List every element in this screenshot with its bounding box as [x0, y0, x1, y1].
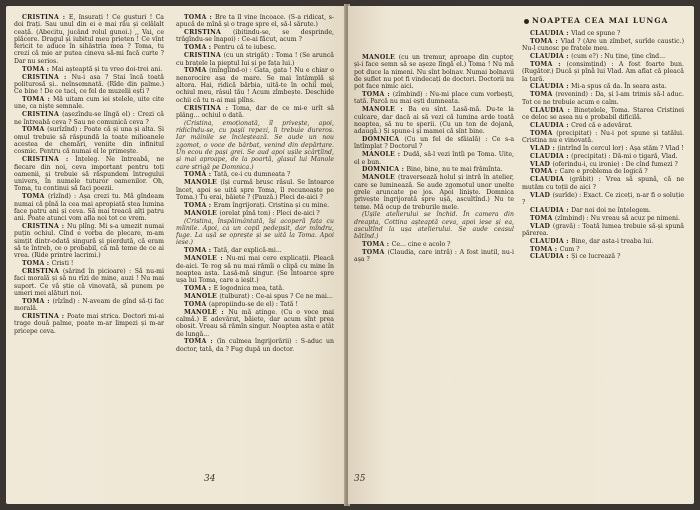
dialogue-text: (așezîndu-se lîngă el) : Crezi că ne întreabă ceva ? Sau ne comunică ceva ?	[14, 111, 164, 126]
dialogue-text: (rîzînd) : N-aveam de gînd să-ți fac morală.	[14, 297, 164, 313]
dialogue-line	[522, 61, 684, 83]
left-column-2	[176, 14, 334, 452]
speaker-name: CRISTINA :	[22, 73, 72, 81]
dialogue-text: Bine, bine, nu te mai frămînta.	[406, 166, 503, 174]
dialogue-text: (își curmă brusc răsul. Se întoarce încet, apoi se uită spre Toma, îl recunoaște pe Toma.) Tu erai, băiete ? (Pauză.) Pleci de-aici ?	[176, 179, 334, 201]
dialogue-text: Vlad ce spune ?	[571, 30, 621, 37]
dialogue-text: (cu un strigăt) : Toma ! (Se aruncă cu brațele la pieptul lui și pe fața lui.)	[176, 52, 334, 67]
speaker-name: CRISTINA	[22, 268, 63, 276]
dialogue-text: (precipitat) : Nu-i pot spune și tatălui. Cristina nu e vinovată.	[522, 129, 684, 144]
left-page	[6, 6, 346, 504]
dialogue-line	[14, 193, 164, 222]
dialogue-line	[14, 156, 164, 192]
dialogue-text: (Claudia, care intră) : A fost inutil, nu-i așa ?	[354, 249, 514, 264]
dialogue-line	[522, 192, 684, 207]
dialogue-line	[14, 74, 164, 96]
dialogue-text: Înțeleg. Ne întreabă, ne fiecare din noi, ceva important pentru toți oamenii, și trebuie să răspundem întregului univers, în numele tuturor oamenilor. Oh, Toma, tu continui să faci poezii.	[14, 156, 164, 193]
dialogue-line	[522, 30, 684, 37]
dialogue-line	[354, 211, 514, 240]
speaker-name: CRISTINA :	[22, 156, 76, 164]
speaker-name: TOMA :	[530, 60, 567, 68]
speaker-name: TOMA :	[184, 201, 214, 209]
speaker-name: TOMA :	[22, 96, 53, 104]
dialogue-line	[14, 126, 164, 155]
dialogue-text: (Cristina, înspăimântată, își acoperă fața cu mîinile. Apoi, ca un copil pedepsit, dar mîndru, fuge. La ușă se oprește și se uită la Toma. Apoi iese.)	[176, 217, 334, 247]
dialogue-text: (cum e?) : Nu ține, ține cînd...	[571, 53, 666, 61]
dialogue-line	[176, 247, 334, 254]
left-column-1	[14, 14, 164, 452]
bullet-icon	[524, 19, 529, 24]
speaker-name: CLAUDIA :	[530, 121, 572, 129]
dialogue-line	[522, 253, 684, 260]
speaker-name: TOMA :	[22, 65, 52, 73]
dialogue-text: Tată, dar explică-mi...	[213, 247, 282, 255]
speaker-name: CRISTINA :	[22, 223, 67, 231]
dialogue-text: Bine, dar asta-i treaba lui.	[571, 237, 654, 245]
speaker-name: CLAUDIA :	[530, 83, 572, 91]
dialogue-line	[176, 309, 334, 338]
dialogue-line	[522, 168, 684, 175]
dialogue-text: (mîngîind-o) : Gata, gata ! Nu e chiar o nenorocire așa de mare. Se mai întâmplă și altora. Hai, ridică bărbia, uită-te în ochii mei, ochiul meu, râsul tău ! Acum zîmbește. Deschide ochii că tu n-ai mai plîns.	[176, 67, 334, 104]
speaker-name: CLAUDIA :	[530, 30, 572, 37]
dialogue-line	[176, 14, 334, 29]
dialogue-line	[176, 52, 334, 67]
dialogue-line	[14, 260, 164, 267]
dialogue-line	[522, 130, 684, 145]
dialogue-text: Nu plîng. Mi s-a umezit numai puțin ochiul. Cînd e vorba de plecare, m-am simțit dintr-odată singură și pierdută, că eram să te întreb, ce o probabil, că mă teme de ce ai vrea. (Ride printre lacrimi.)	[14, 223, 164, 260]
dialogue-line	[522, 38, 684, 53]
dialogue-line	[14, 111, 164, 126]
speaker-name: CLAUDIA :	[530, 106, 574, 114]
page-number-left: 34	[204, 474, 216, 484]
dialogue-text: (oferindu-i, cu ironie) : De cînd fumezi ?	[552, 160, 678, 168]
speaker-name: MANOLE	[184, 292, 220, 300]
running-title	[524, 16, 668, 25]
dialogue-text: (în culmea îngrijorării) : S-aduc un doctor, tată, da ? Fug după un doctor.	[176, 338, 334, 353]
speaker-name: MANOLE :	[184, 308, 229, 316]
speaker-name: TOMA :	[22, 297, 53, 305]
dialogue-text: Cristi !	[51, 260, 74, 268]
dialogue-line	[176, 120, 334, 171]
dialogue-text: Dar noi doi ne înțelegem.	[571, 206, 651, 214]
dialogue-text: (cu un tremur, aproape din cuptor, și-i face semn să se așeze lîngă el.) Toma ! Nu mă pot duce la nimeni. Nu sînt bolnav. Numai bolnavii de suflet nu pot fi vindecați de doctori. Doctorii nu pot face nimic aici.	[354, 54, 514, 91]
dialogue-text: Dudă, să-l vezi întîi pe Toma. Uite, el e bun.	[354, 151, 514, 166]
right-column-2	[522, 30, 684, 470]
speaker-name: CRISTINA :	[22, 313, 67, 320]
dialogue-text: (sărind în picioare) : Să nu-mi faci morală și să nu rîzi de mine, auzi ! Nu mai suport. Ce vă știe că vinovată, să punem pe umeri mei alături noi.	[14, 268, 164, 297]
dialogue-line	[176, 44, 334, 51]
dialogue-text: E, însurați ! Ce gusturi ! Ca doi frați. Sau unul din ei e mai rău și celălalt ceață. (Abecitu, jucând rolul gunoi.) ,, Vai, ce plăcere. Dragul și iubitul meu prieten ! Ce vînt fericit te aduce în sihăstria mea ? Toma, tu crezi că mie ar putea cineva să-mi facă curte ? Dar nu serios.	[14, 14, 164, 65]
dialogue-line	[14, 96, 164, 111]
speaker-name: TOMA	[184, 300, 209, 308]
dialogue-text: Nu-mi mai cere explicații. Pleacă de-aici. Te rog să nu mai rămîi o clipă cu mine în noaptea asta. Lasă-mă singur. (Se întoarce spre ușa lui Toma, care a ieșit.)	[176, 255, 334, 285]
speaker-name: VLAD :	[530, 144, 558, 152]
speaker-name: MANOLE	[362, 54, 399, 61]
dialogue-text: (precipitat) : Dă-mi o țigară, Vlad.	[571, 152, 678, 160]
dialogue-text: Vlad ? (Are un zîmbet, surîde caustic.) Nu-l cunosc pe fratele meu.	[522, 37, 684, 53]
dialogue-line	[522, 161, 684, 168]
dialogue-line	[176, 67, 334, 103]
speaker-name: TOMA :	[362, 241, 392, 249]
dialogue-line	[176, 218, 334, 247]
speaker-name: TOMA :	[184, 14, 215, 21]
dialogue-line	[522, 223, 684, 238]
speaker-name: CLAUDIA	[530, 176, 570, 184]
dialogue-line	[522, 246, 684, 253]
dialogue-text: Cred că e adevărat.	[571, 121, 633, 129]
dialogue-text: E logodnica mea, tată.	[213, 285, 285, 292]
dialogue-line	[522, 83, 684, 90]
speaker-name: TOMA :	[184, 247, 214, 255]
dialogue-text: (zîmbind) : Nu-mi place cum vorbești, tată. Parcă nu mai ești dumneata.	[354, 91, 514, 106]
dialogue-line	[522, 176, 684, 191]
dialogue-text: Eram îngrijorați. Cristina și cu mine.	[213, 201, 330, 209]
speaker-name: CLAUDIA :	[530, 53, 572, 61]
speaker-name: CRISTINA	[184, 52, 224, 60]
speaker-name: CLAUDIA :	[530, 206, 572, 214]
dialogue-text: (gravă) : Toată lumea trebuie să-și spună părerea.	[522, 222, 684, 237]
speaker-name: CLAUDIA :	[530, 237, 572, 245]
speaker-name: TOMA	[530, 129, 557, 137]
dialogue-text: (consimțind) : A fost foarte bun. (Rugător.) Ducă și pînă lui Vlad. Am aflat că pleacă la țară.	[522, 60, 684, 83]
dialogue-line	[14, 313, 164, 335]
dialogue-line	[522, 207, 684, 214]
dialogue-text: Nu-i asa ? Stai încă toată politurosă și.. neînsemnată. (Rîde din palme.) Ce bine ! De ce taci, ce fel de muzelii ești ?	[14, 73, 164, 96]
dialogue-line	[176, 301, 334, 308]
dialogue-text: Bre ta îl vine încoace. (S-a ridicat, s-apucă de mînă și o trage spre el, să-l sărute.)	[176, 14, 334, 29]
speaker-name: VLAD	[530, 191, 553, 199]
speaker-name: TOMA :	[184, 285, 214, 292]
speaker-name: MANOLE	[362, 174, 399, 182]
dialogue-line	[522, 145, 684, 152]
dialogue-text: Care e problema de logică ?	[559, 168, 648, 176]
speaker-name: CRISTINA	[22, 111, 63, 119]
speaker-name: TOMA :	[530, 245, 560, 253]
speaker-name: TOMA	[22, 126, 48, 134]
dialogue-text: Pentru că te iubesc.	[213, 44, 276, 52]
speaker-name: CLAUDIA :	[530, 253, 572, 261]
dialogue-line	[176, 105, 334, 120]
dialogue-line	[176, 171, 334, 178]
dialogue-line	[176, 285, 334, 292]
dialogue-line	[14, 14, 164, 65]
speaker-name: MANOLE :	[184, 255, 227, 263]
speaker-name: MANOLE :	[362, 151, 404, 159]
dialogue-line	[176, 179, 334, 201]
dialogue-line	[522, 91, 684, 106]
dialogue-line	[14, 66, 164, 73]
dialogue-text: (grăbit) : Vrea să spună, că ne mutăm cu toții de aici ?	[522, 176, 684, 191]
dialogue-text: Cum ?	[559, 245, 580, 253]
dialogue-line	[354, 174, 514, 210]
dialogue-line	[354, 166, 514, 173]
speaker-name: VLAD	[530, 222, 553, 230]
dialogue-text: (surîzînd) : Poate că și una și alta. Și omul trebuie să răspundă la toate milioanele acestea de chemări, veniite din infinitul cosmic. Pentru că numai el le primește.	[14, 126, 164, 156]
speaker-name: TOMA :	[184, 338, 217, 346]
dialogue-line	[14, 298, 164, 313]
speaker-name: DOMNICA	[362, 136, 405, 144]
dialogue-text: (intrînd în cercul lor) : Așa stăm ? Vlad !	[557, 144, 684, 152]
speaker-name: TOMA :	[530, 37, 561, 45]
speaker-name: CRISTINA :	[184, 104, 233, 112]
dialogue-text: Tată, ce-i cu dumneata ?	[213, 171, 291, 179]
speaker-name: TOMA	[22, 193, 48, 201]
dialogue-line	[354, 54, 514, 90]
dialogue-text: (Ușile atelierului se închid. În camera din dreapta, Cottina așteaptă ceva, apoi iese și ea, ascultînd la ușa atelierului. Se aude ceasul bătînd.)	[354, 211, 514, 241]
dialogue-line	[522, 153, 684, 160]
dialogue-text: (rîzînd) : Așa crezi tu. Mă gîndeam numai că pînă la cea mai apropiată stea lumina face patru ani și ceva. Să mai treacă alți patru ani. Poate atunci vom afla noi tot ce vrem.	[14, 193, 164, 223]
dialogue-text: Mă uitam cum iei stelele, uite cite une, ca niște semnale.	[14, 96, 164, 111]
dialogue-text: (tulburat) : Ce-ai spus ? Ce ne mai...	[219, 292, 333, 300]
dialogue-text: (Cristina, emoționată, îl privește, apoi, ridicîndu-se, cu pașii repezi, îi trebuie dureros. Iar mâinile se încleștează. Se aude un nou zgomot, o voce de bărbat, venind din depărtare. Un ecou de pași grei. Se aud apoi ușile scârțîind, și mai aproape, de la poartă, glasul lui Manole care strigă pe Domnica.)	[176, 119, 334, 171]
dialogue-line	[14, 223, 164, 259]
dialogue-line	[176, 29, 334, 44]
dialogue-line	[354, 151, 514, 166]
dialogue-text: Și ce lucrează ?	[571, 253, 621, 261]
dialogue-text: (traversează holul și intră în atelier, care se luminează. Se aude zgomotul unor unelte grele aruncate pe jos. Apoi liniște. Domnica privește îngrijorată spre ușă, ascultînd.) Nu te teme. Mă ocup de treburile mele.	[354, 174, 514, 211]
dialogue-text: (surîde) : Exact. Ce ziceți, n-ar fi o soluție ?	[522, 191, 684, 206]
speaker-name: TOMA	[184, 67, 210, 75]
dialogue-text: Poate mai strica. Doctori mi-ai trage două palme, poate m-ar limpezi și m-ar pricepe ceva.	[14, 313, 164, 335]
speaker-name: CLAUDIA :	[530, 152, 572, 160]
speaker-name: TOMA :	[184, 171, 214, 179]
dialogue-text: Nu mă atinge. (Cu o voce mai calmă.) E adevărat, băiete, dar acum sînt prea obosit. Vreau să rămîn singur. Noaptea asta e atât de lungă...	[176, 308, 334, 338]
speaker-name: TOMA	[530, 91, 556, 99]
speaker-name: VLAD	[530, 160, 553, 168]
dialogue-line	[354, 106, 514, 135]
speaker-name: TOMA :	[362, 91, 393, 99]
speaker-name: DOMNICA :	[362, 166, 407, 174]
dialogue-text: Mai așteaptă și tu vreo doi-trei ani.	[51, 65, 163, 73]
dialogue-text: Toma, dar de ce mi-e urît să plâng... ochiul o dată.	[176, 104, 334, 119]
speaker-name: TOMA :	[530, 168, 560, 176]
speaker-name: TOMA	[362, 249, 388, 257]
running-title-text: NOAPTEA CEA MAI LUNGA	[532, 16, 669, 25]
dialogue-text: Binețelele, Toma. Starea Cristinei ce deloc se asea nu e probabil dificilă.	[522, 106, 684, 121]
dialogue-text: (Cu un fel de sfâială) : Ce s-a întîmplat ? Doctorul ?	[354, 136, 514, 151]
dialogue-text: Mi-a spus că da. În seara asta.	[571, 83, 667, 91]
dialogue-line	[14, 268, 164, 297]
dialogue-line	[354, 91, 514, 106]
dialogue-line	[176, 210, 334, 217]
page-number-right: 35	[354, 474, 366, 484]
speaker-name: CRISTINA	[184, 29, 234, 37]
dialogue-line	[522, 107, 684, 122]
right-page	[348, 6, 694, 504]
speaker-name: TOMA	[530, 214, 555, 222]
speaker-name: MANOLE	[184, 179, 221, 187]
right-column-1	[354, 54, 514, 474]
dialogue-line	[176, 293, 334, 300]
dialogue-text: (ibitindu-se, se desprinde, trăgîndu-se înapoi) : Ce-ai făcut, acum ?	[176, 29, 334, 44]
dialogue-text: Ba eu sînt. Lasă-mă. Du-te la culcare, dar dacă ai să vezi că lumina arde toată noaptea, să nu te sperii. (Cu un ton de dojană, adaugă.) Și spune-i și mamei că sînt bine.	[354, 106, 514, 136]
speaker-name: TOMA :	[22, 260, 52, 268]
dialogue-text: (orelat pînă ton) : Pleci de-aici ?	[219, 209, 320, 217]
dialogue-text: (revenind) : Da, și l-am trimis să-l aduc. Tot ce ne trebuie acum e calm.	[522, 91, 684, 106]
dialogue-line	[176, 338, 334, 353]
dialogue-text: Ce... cine e acolo ?	[391, 241, 451, 249]
dialogue-line	[354, 241, 514, 248]
dialogue-text: (zîmbind) : Nu vreau să acuz pe nimeni.	[554, 214, 680, 222]
speaker-name: CRISTINA :	[22, 14, 69, 21]
dialogue-line	[522, 238, 684, 245]
speaker-name: MANOLE :	[362, 106, 409, 114]
speaker-name: MANOLE	[184, 209, 220, 217]
speaker-name: TOMA :	[184, 44, 214, 52]
dialogue-text: (apropiindu-se de el) : Tată !	[208, 300, 298, 308]
dialogue-line	[354, 136, 514, 151]
dialogue-line	[522, 215, 684, 222]
dialogue-line	[354, 249, 514, 264]
dialogue-line	[176, 202, 334, 209]
dialogue-line	[176, 255, 334, 284]
dialogue-line	[522, 53, 684, 60]
dialogue-line	[522, 122, 684, 129]
